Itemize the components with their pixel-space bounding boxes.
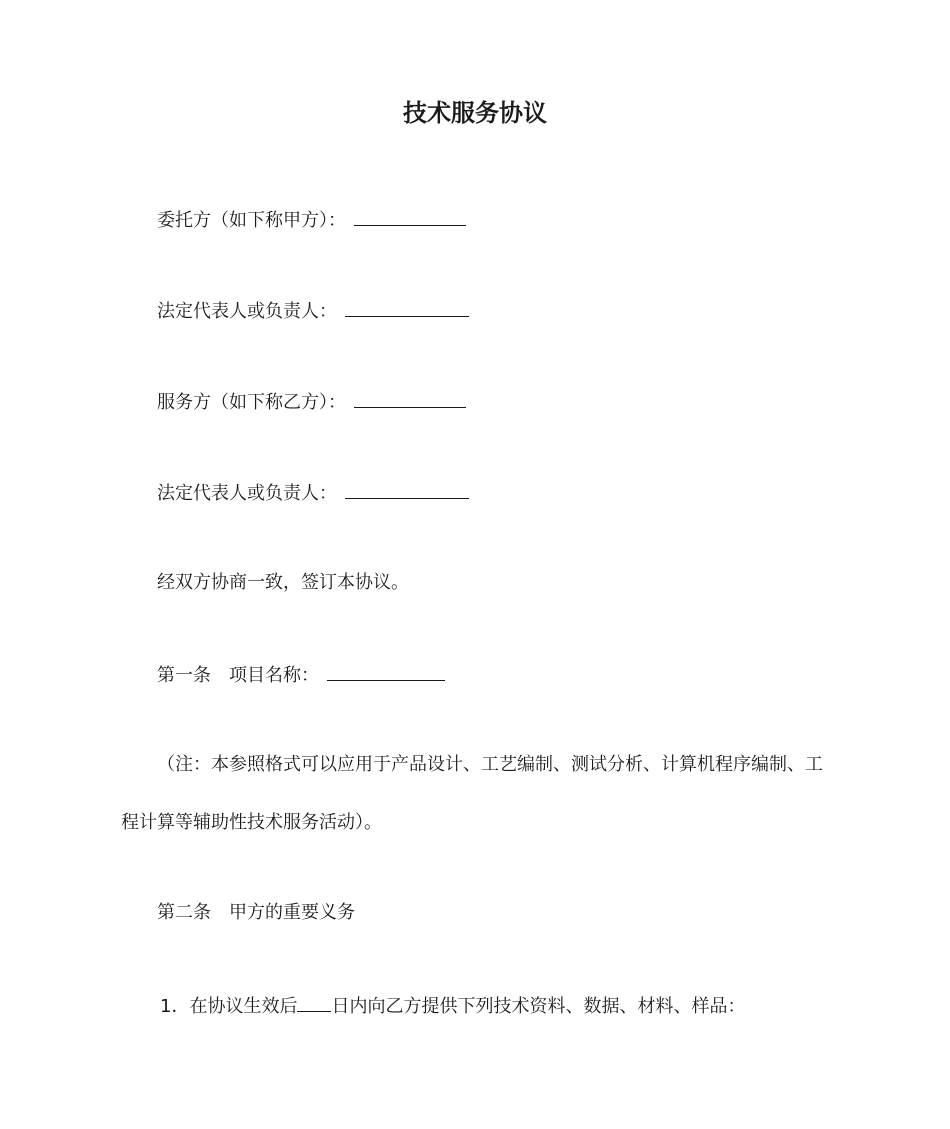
client-rep-label: 法定代表人或负责人：: [157, 301, 337, 322]
document-title: 技术服务协议: [403, 99, 547, 127]
provider-rep-label: 法定代表人或负责人：: [157, 483, 337, 504]
provider-line: [157, 388, 466, 416]
provider-rep-line: [157, 479, 469, 507]
client-rep-line: [157, 297, 469, 325]
article1-label: 项目名称：: [229, 665, 319, 686]
item1-after: 日内向乙方提供下列技术资料、数据、材料、样品：: [331, 996, 746, 1017]
article2-line: [157, 900, 355, 926]
provider-rep-blank[interactable]: [345, 479, 469, 499]
note-line-2: 程计算等辅助性技术服务活动）。: [121, 812, 382, 833]
article1-line: [157, 661, 445, 689]
client-rep-blank[interactable]: [345, 297, 469, 317]
item1-line: [160, 992, 745, 1020]
item1-before: 在协议生效后: [189, 996, 298, 1017]
days-blank[interactable]: [297, 992, 331, 1012]
client-line: [157, 206, 466, 234]
article2-heading: 第二条: [157, 902, 211, 923]
provider-blank[interactable]: [354, 388, 466, 408]
note-line-1: （注：本参照格式可以应用于产品设计、工艺编制、测试分析、计算机程序编制、工: [157, 754, 823, 775]
item1-number: 1．: [160, 996, 190, 1017]
project-name-blank[interactable]: [327, 661, 445, 681]
agreement-line: 经双方协商一致，签订本协议。: [157, 572, 409, 593]
client-blank[interactable]: [354, 206, 466, 226]
article2-title: 甲方的重要义务: [229, 902, 355, 923]
client-label: 委托方（如下称甲方）：: [157, 210, 346, 231]
article1-heading: 第一条: [157, 665, 211, 686]
provider-label: 服务方（如下称乙方）：: [157, 392, 346, 413]
